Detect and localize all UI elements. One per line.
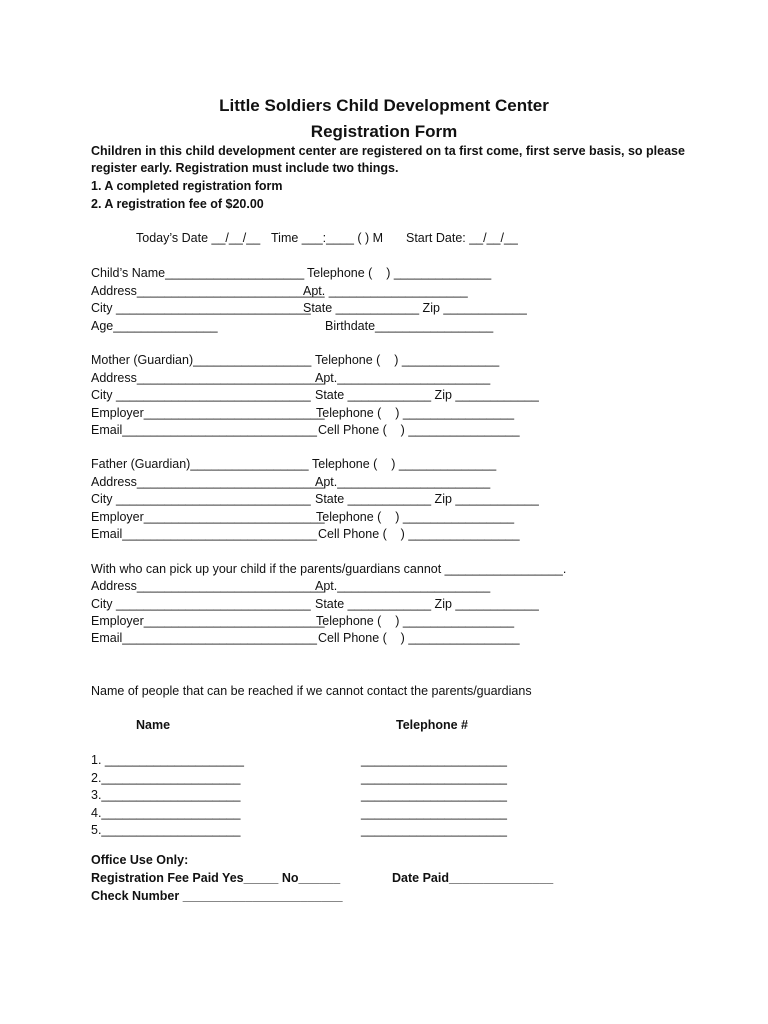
form-title: Little Soldiers Child Development Center <box>219 96 549 115</box>
emergency-name-field[interactable]: 3.____________________ <box>91 788 241 802</box>
pickup-employer-field[interactable]: Employer__________________________ <box>91 614 325 628</box>
requirement-item-2: 2. A registration fee of $20.00 <box>91 197 264 211</box>
mother-city-field[interactable]: City ____________________________ <box>91 388 311 402</box>
time-field[interactable]: Time ___:____ ( ) M <box>271 231 384 245</box>
father-address-field[interactable]: Address___________________________ <box>91 475 325 489</box>
father-city-field[interactable]: City ____________________________ <box>91 492 311 506</box>
father-telephone-field[interactable]: Telephone ( ) ______________ <box>312 457 497 471</box>
requirement-item-1: 1. A completed registration form <box>91 179 283 193</box>
pickup-email-field[interactable]: Email____________________________ <box>91 631 317 645</box>
registration-fee-paid-field[interactable]: Registration Fee Paid Yes_____ No______ <box>91 871 341 885</box>
father-email-field[interactable]: Email____________________________ <box>91 527 317 541</box>
mother-address-field[interactable]: Address___________________________ <box>91 371 325 385</box>
mother-email-field[interactable]: Email____________________________ <box>91 423 317 437</box>
mother-state-zip-field[interactable]: State ____________ Zip ____________ <box>315 388 539 402</box>
emergency-name-field[interactable]: 1. ____________________ <box>91 753 244 767</box>
mother-name-field[interactable]: Mother (Guardian)_________________ <box>91 353 312 367</box>
child-age-field[interactable]: Age_______________ <box>91 319 218 333</box>
emergency-phone-field[interactable]: _____________________ <box>361 753 507 767</box>
todays-date-field[interactable]: Today’s Date __/__/__ <box>136 231 261 245</box>
mother-cell-phone-field[interactable]: Cell Phone ( ) ________________ <box>318 423 520 437</box>
mother-apt-field[interactable]: Apt.______________________ <box>315 371 491 385</box>
start-date-field[interactable]: Start Date: __/__/__ <box>406 231 518 245</box>
pickup-city-field[interactable]: City ____________________________ <box>91 597 311 611</box>
emergency-phone-column-header: Telephone # <box>396 718 469 732</box>
check-number-field[interactable]: Check Number _______________________ <box>91 889 343 903</box>
pickup-question-field[interactable]: With who can pick up your child if the parents/guardians cannot _________________. <box>91 562 567 576</box>
pickup-employer-phone-field[interactable]: Telephone ( ) ________________ <box>316 614 515 628</box>
child-birthdate-field[interactable]: Birthdate_________________ <box>325 319 494 333</box>
pickup-cell-phone-field[interactable]: Cell Phone ( ) ________________ <box>318 631 520 645</box>
mother-telephone-field[interactable]: Telephone ( ) ______________ <box>315 353 500 367</box>
father-apt-field[interactable]: Apt.______________________ <box>315 475 491 489</box>
emergency-name-column-header: Name <box>136 718 171 732</box>
child-city-field[interactable]: City ____________________________ <box>91 301 311 315</box>
office-use-heading: Office Use Only: <box>91 853 189 867</box>
mother-employer-field[interactable]: Employer__________________________ <box>91 406 325 420</box>
emergency-phone-field[interactable]: _____________________ <box>361 823 507 837</box>
father-employer-field[interactable]: Employer__________________________ <box>91 510 325 524</box>
intro-paragraph: Children in this child development center are registered on ta first come, first serve basis, so please register early. Registration must include two things. <box>91 144 685 175</box>
pickup-address-field[interactable]: Address___________________________ <box>91 579 325 593</box>
emergency-name-field[interactable]: 2.____________________ <box>91 771 241 785</box>
emergency-name-field[interactable]: 4.____________________ <box>91 806 241 820</box>
child-address-field[interactable]: Address___________________________ <box>91 284 325 298</box>
pickup-state-zip-field[interactable]: State ____________ Zip ____________ <box>315 597 539 611</box>
father-state-zip-field[interactable]: State ____________ Zip ____________ <box>315 492 539 506</box>
mother-employer-phone-field[interactable]: Telephone ( ) ________________ <box>316 406 515 420</box>
emergency-phone-field[interactable]: _____________________ <box>361 788 507 802</box>
form-subtitle: Registration Form <box>310 122 458 141</box>
child-telephone-field[interactable]: Telephone ( ) ______________ <box>307 266 492 280</box>
child-name-field[interactable]: Child’s Name____________________ <box>91 266 305 280</box>
date-paid-field[interactable]: Date Paid_______________ <box>392 871 554 885</box>
child-state-zip-field[interactable]: State ____________ Zip ____________ <box>303 301 527 315</box>
child-apt-field[interactable]: Apt. ____________________ <box>303 284 468 298</box>
emergency-contacts-heading: Name of people that can be reached if we cannot contact the parents/guardians <box>91 684 532 698</box>
father-cell-phone-field[interactable]: Cell Phone ( ) ________________ <box>318 527 520 541</box>
emergency-name-field[interactable]: 5.____________________ <box>91 823 241 837</box>
father-name-field[interactable]: Father (Guardian)_________________ <box>91 457 309 471</box>
pickup-apt-field[interactable]: Apt.______________________ <box>315 579 491 593</box>
emergency-phone-field[interactable]: _____________________ <box>361 806 507 820</box>
father-employer-phone-field[interactable]: Telephone ( ) ________________ <box>316 510 515 524</box>
emergency-phone-field[interactable]: _____________________ <box>361 771 507 785</box>
